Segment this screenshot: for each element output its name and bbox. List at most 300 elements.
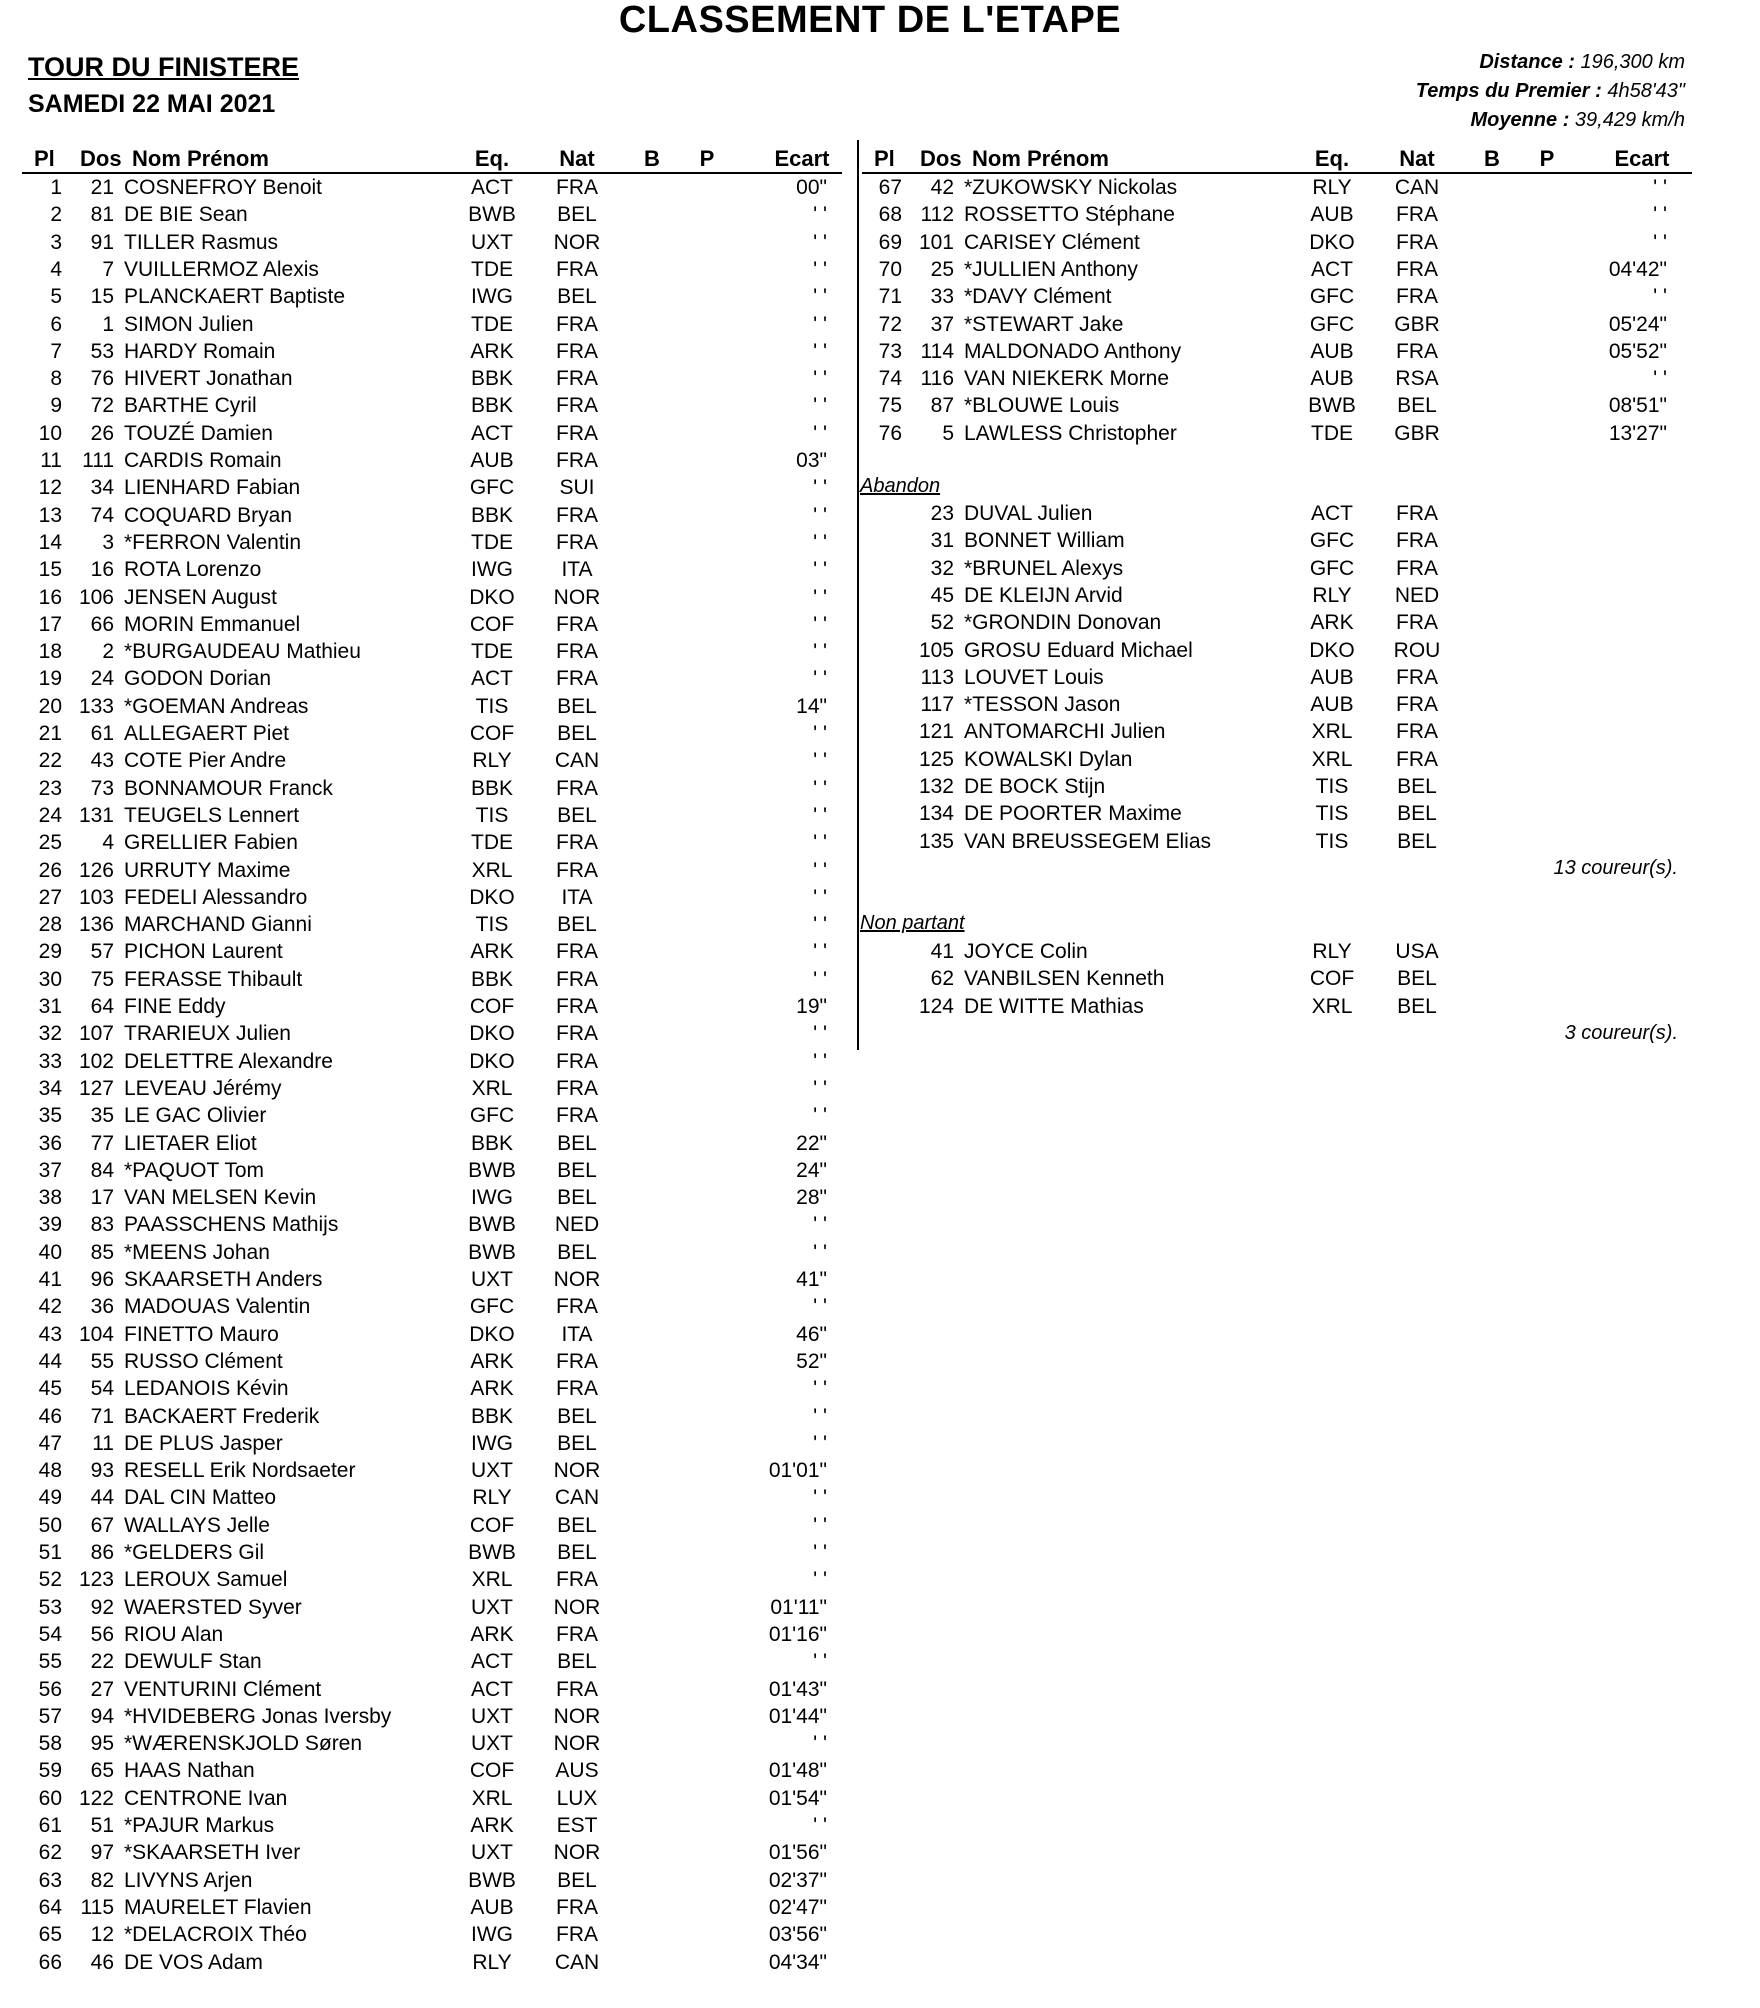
cell-ecart: 08'51" (1608, 394, 1667, 418)
cell-nat: RSA (1395, 367, 1439, 391)
cell-ecart: ' ' (1653, 367, 1667, 391)
result-row (22, 857, 852, 884)
cell-dos: 42 (930, 176, 954, 199)
cell-dos: 96 (90, 1268, 114, 1291)
cell-nom: BACKAERT Frederik (124, 1404, 320, 1428)
cell-eq: TIS (475, 803, 509, 827)
cell-dos: 1 (102, 312, 114, 336)
cell-dos: 92 (90, 1595, 114, 1619)
cell-nom: CARISEY Clément (964, 230, 1140, 254)
cell-dos: 67 (90, 1513, 114, 1537)
cell-dos: 87 (930, 394, 954, 418)
cell-eq: UXT (471, 1595, 513, 1619)
cell-eq: RLY (472, 749, 512, 773)
cell-eq: XRL (471, 1076, 513, 1100)
cell-eq: IWG (471, 1923, 513, 1947)
cell-nom: MADOUAS Valentin (124, 1295, 311, 1319)
cell-dos: 117 (920, 693, 954, 717)
cell-ecart: ' ' (813, 203, 827, 227)
cell-nom: *JULLIEN Anthony (964, 257, 1138, 281)
cell-dos: 131 (78, 803, 114, 827)
cell-dos: 124 (918, 994, 954, 1018)
cell-eq: ARK (470, 1814, 514, 1837)
cell-ecart: ' ' (813, 667, 827, 691)
cell-dos: 83 (90, 1213, 114, 1237)
cell-pl: 52 (38, 1568, 62, 1592)
result-row (22, 365, 852, 392)
cell-nom: COSNEFROY Benoit (124, 176, 323, 199)
cell-nom: VAN BREUSSEGEM Elias (964, 829, 1212, 853)
cell-ecart: 28" (796, 1186, 827, 1210)
header-ecart: Ecart (774, 146, 830, 171)
cell-dos: 76 (90, 367, 114, 391)
cell-nat: FRA (556, 1923, 598, 1947)
cell-ecart: ' ' (813, 1568, 827, 1592)
cell-nat: BEL (1397, 829, 1437, 853)
cell-nom: *GOEMAN Andreas (124, 694, 309, 718)
cell-nat: FRA (556, 367, 598, 391)
cell-nom: MALDONADO Anthony (964, 339, 1182, 363)
cell-nom: DE WITTE Mathias (964, 994, 1144, 1018)
result-row (22, 693, 852, 720)
result-row (22, 1867, 852, 1894)
cell-pl: 3 (50, 230, 62, 254)
cell-nom: MAURELET Flavien (124, 1895, 312, 1919)
cell-eq: UXT (471, 1459, 513, 1483)
cell-dos: 12 (90, 1923, 114, 1947)
cell-nat: FRA (556, 1895, 598, 1919)
cell-eq: UXT (471, 1268, 513, 1291)
header-nat: Nat (559, 146, 595, 171)
cell-nom: DE KLEIJN Arvid (964, 583, 1123, 607)
result-row (22, 1266, 852, 1293)
cell-eq: AUB (470, 1895, 514, 1919)
cell-eq: TDE (471, 312, 513, 336)
cell-nom: BONNET William (964, 529, 1125, 553)
cell-eq: UXT (471, 1732, 513, 1756)
cell-nat: NOR (553, 1268, 601, 1291)
cell-nom: *BRUNEL Alexys (964, 556, 1124, 580)
header-b: B (644, 146, 660, 171)
header-ecart: Ecart (1614, 146, 1670, 171)
cell-eq: BBK (470, 967, 514, 991)
result-row (22, 201, 852, 228)
abandon-row (862, 527, 1692, 554)
cell-eq: XRL (471, 1568, 513, 1592)
cell-nat: BEL (557, 1186, 597, 1210)
result-row (22, 1239, 852, 1266)
cell-pl: 70 (878, 257, 902, 281)
cell-dos: 64 (90, 995, 114, 1018)
cell-nat: BEL (557, 1650, 597, 1674)
cell-nom: *PAQUOT Tom (124, 1158, 265, 1182)
cell-dos: 101 (918, 230, 954, 254)
cell-nom: ROTA Lorenzo (124, 558, 262, 582)
cell-nat: BEL (1397, 775, 1437, 798)
cell-dos: 55 (90, 1349, 114, 1373)
cell-eq: TIS (1315, 775, 1349, 798)
cell-dos: 36 (90, 1295, 114, 1319)
cell-eq: IWG (471, 1431, 513, 1455)
cell-ecart: ' ' (813, 940, 827, 964)
cell-dos: 134 (918, 802, 954, 826)
cell-eq: COF (469, 1759, 515, 1783)
cell-pl: 57 (38, 1704, 62, 1728)
cell-nat: BEL (1397, 394, 1437, 418)
cell-pl: 73 (878, 339, 902, 363)
result-row (22, 993, 852, 1020)
cell-pl: 35 (38, 1104, 62, 1128)
cell-eq: BWB (468, 1541, 516, 1564)
cell-pl: 33 (38, 1049, 62, 1073)
cell-nom: HARDY Romain (124, 339, 276, 363)
cell-pl: 62 (38, 1841, 62, 1865)
cell-pl: 76 (878, 421, 902, 445)
cell-eq: ARK (470, 1377, 514, 1401)
cell-ecart: ' ' (813, 1295, 827, 1319)
cell-eq: BWB (468, 203, 516, 227)
cell-nat: FRA (556, 312, 598, 336)
cell-dos: 32 (930, 556, 954, 580)
cell-ecart: ' ' (813, 1377, 827, 1401)
cell-nat: ITA (561, 885, 593, 909)
result-row (862, 283, 1692, 310)
cell-ecart: ' ' (1653, 203, 1667, 227)
cell-dos: 7 (102, 257, 114, 281)
result-row (862, 174, 1692, 201)
cell-nat: FRA (556, 667, 598, 691)
cell-dos: 15 (90, 285, 114, 309)
cell-nat: NOR (553, 230, 601, 254)
cell-pl: 41 (38, 1268, 62, 1291)
abandon-count: 13 coureur(s). (1553, 857, 1678, 879)
cell-eq: BWB (468, 1213, 516, 1237)
cell-nom: *STEWART Jake (964, 312, 1124, 336)
cell-pl: 69 (878, 230, 902, 254)
moyenne-value: 39,429 km/h (1569, 109, 1685, 131)
cell-nat: FRA (1396, 257, 1438, 281)
cell-dos: 21 (90, 176, 114, 199)
cell-pl: 16 (38, 585, 62, 609)
cell-ecart: 01'16" (768, 1622, 827, 1646)
result-row (22, 1949, 852, 1976)
cell-nom: HIVERT Jonathan (124, 367, 293, 391)
abandon-row (862, 582, 1692, 609)
result-row (862, 311, 1692, 338)
cell-eq: DKO (1309, 638, 1355, 662)
cell-pl: 75 (878, 394, 902, 418)
cell-pl: 22 (38, 749, 62, 773)
cell-ecart: ' ' (813, 394, 827, 418)
cell-pl: 66 (38, 1950, 62, 1974)
cell-ecart: ' ' (813, 722, 827, 745)
abandon-row (862, 691, 1692, 718)
cell-eq: BBK (470, 367, 514, 391)
cell-eq: XRL (471, 858, 513, 882)
cell-eq: ARK (1310, 611, 1354, 635)
cell-dos: 65 (90, 1759, 114, 1783)
cell-nat: FRA (1396, 693, 1438, 717)
cell-nom: ROSSETTO Stéphane (964, 203, 1175, 227)
cell-ecart: 04'42" (1608, 257, 1667, 281)
cell-pl: 47 (38, 1431, 62, 1455)
cell-dos: 113 (920, 665, 954, 689)
cell-pl: 6 (50, 312, 62, 336)
cell-dos: 116 (920, 367, 954, 391)
cell-eq: XRL (471, 1786, 513, 1810)
cell-nat: BEL (557, 1868, 597, 1892)
cell-ecart: ' ' (813, 967, 827, 991)
cell-dos: 102 (78, 1049, 114, 1073)
cell-nat: BEL (557, 722, 597, 745)
cell-nom: *MEENS Johan (124, 1240, 270, 1264)
result-row (862, 365, 1692, 392)
cell-dos: 53 (90, 339, 114, 363)
cell-ecart: 01'43" (768, 1677, 827, 1701)
cell-nat: BEL (1397, 994, 1437, 1018)
cell-ecart: 04'34" (768, 1950, 827, 1974)
non_partant-label: Non partant (860, 912, 965, 934)
cell-nat: FRA (1396, 747, 1438, 771)
cell-pl: 34 (38, 1076, 62, 1100)
cell-nom: LIENHARD Fabian (124, 476, 301, 500)
abandon-label: Abandon (860, 475, 941, 497)
cell-dos: 2 (102, 640, 114, 664)
cell-nom: *HVIDEBERG Jonas Iversby (124, 1704, 392, 1728)
cell-pl: 1 (50, 176, 62, 199)
cell-pl: 60 (38, 1786, 62, 1810)
cell-eq: IWG (471, 285, 513, 309)
result-row (22, 911, 852, 938)
cell-nat: BEL (557, 694, 597, 718)
cell-eq: BWB (468, 1868, 516, 1892)
cell-eq: GFC (469, 476, 515, 500)
cell-ecart: 01'01" (768, 1459, 827, 1483)
cell-pl: 39 (38, 1213, 62, 1237)
cell-eq: ARK (470, 1349, 514, 1373)
cell-dos: 97 (90, 1841, 114, 1865)
cell-dos: 25 (930, 257, 954, 281)
cell-eq: GFC (469, 1295, 515, 1319)
cell-nat: FRA (1396, 285, 1438, 309)
cell-ecart: ' ' (813, 1104, 827, 1128)
cell-pl: 11 (40, 449, 62, 472)
cell-dos: 33 (930, 285, 954, 309)
result-row (22, 611, 852, 638)
cell-dos: 57 (90, 940, 114, 964)
cell-eq: BWB (468, 1240, 516, 1264)
cell-eq: BBK (470, 776, 514, 800)
header-nom: Nom Prénom (972, 146, 1109, 171)
cell-ecart: ' ' (813, 1486, 827, 1510)
cell-dos: 122 (78, 1786, 114, 1810)
cell-nom: VANBILSEN Kenneth (964, 967, 1165, 991)
cell-pl: 45 (38, 1377, 62, 1401)
result-row (22, 884, 852, 911)
cell-ecart: 05'24" (1608, 312, 1667, 336)
cell-pl: 44 (38, 1349, 62, 1373)
cell-ecart: ' ' (813, 1076, 827, 1100)
cell-nom: FINE Eddy (124, 995, 226, 1018)
cell-nom: DUVAL Julien (964, 502, 1093, 525)
cell-ecart: 14" (796, 694, 827, 718)
cell-nom: DE PLUS Jasper (124, 1431, 283, 1455)
cell-ecart: ' ' (813, 285, 827, 309)
result-row (22, 1621, 852, 1648)
cell-eq: GFC (469, 1104, 515, 1128)
abandon-row (862, 609, 1692, 636)
cell-nat: FRA (556, 1349, 598, 1373)
cell-eq: DKO (469, 885, 515, 909)
cell-eq: TDE (471, 831, 513, 855)
cell-nom: *GELDERS Gil (124, 1541, 265, 1564)
cell-nom: *BLOUWE Louis (964, 394, 1120, 418)
result-row (862, 338, 1692, 365)
cell-ecart: 01'48" (768, 1759, 827, 1783)
cell-nat: AUS (555, 1759, 599, 1783)
cell-dos: 132 (918, 775, 954, 798)
cell-nom: FERASSE Thibault (124, 967, 303, 991)
result-row (22, 966, 852, 993)
cell-pl: 46 (38, 1404, 62, 1428)
cell-dos: 51 (90, 1814, 114, 1837)
cell-nom: GRELLIER Fabien (124, 831, 298, 855)
cell-nat: NOR (553, 1459, 601, 1483)
cell-ecart: 01'11" (770, 1595, 827, 1619)
cell-ecart: ' ' (813, 749, 827, 773)
cell-pl: 24 (38, 803, 62, 827)
cell-ecart: ' ' (813, 1431, 827, 1455)
cell-nat: FRA (556, 612, 598, 636)
non_partant-row (862, 965, 1692, 992)
cell-nat: CAN (554, 1950, 600, 1974)
cell-eq: AUB (1310, 693, 1354, 717)
cell-nat: NED (1394, 583, 1440, 607)
cell-nat: SUI (559, 476, 595, 500)
cell-dos: 81 (90, 203, 114, 227)
cell-ecart: ' ' (813, 858, 827, 882)
cell-nat: GBR (1394, 421, 1440, 445)
cell-nom: RIOU Alan (124, 1622, 224, 1646)
cell-dos: 85 (90, 1240, 114, 1264)
cell-ecart: ' ' (813, 1049, 827, 1073)
cell-nom: JENSEN August (124, 585, 277, 609)
result-row (22, 1676, 852, 1703)
cell-nom: *WÆRENSKJOLD Søren (124, 1732, 363, 1756)
cell-nom: VENTURINI Clément (124, 1677, 322, 1701)
cell-dos: 91 (90, 230, 114, 254)
header-p: P (699, 146, 715, 171)
cell-nom: LE GAC Olivier (124, 1104, 267, 1128)
cell-dos: 95 (90, 1732, 114, 1756)
cell-nat: BEL (557, 285, 597, 309)
cell-eq: COF (469, 612, 515, 636)
cell-nom: GROSU Eduard Michael (964, 638, 1193, 662)
cell-nom: COTE Pier Andre (124, 749, 287, 773)
cell-eq: DKO (1309, 230, 1355, 254)
cell-eq: IWG (471, 1186, 513, 1210)
non_partant-count: 3 coureur(s). (1564, 1022, 1678, 1044)
cell-ecart: ' ' (1653, 285, 1667, 309)
cell-pl: 19 (38, 667, 62, 691)
header-nom: Nom Prénom (132, 146, 269, 171)
cell-dos: 22 (90, 1650, 114, 1674)
result-row (22, 1839, 852, 1866)
cell-nom: SKAARSETH Anders (124, 1268, 323, 1291)
cell-dos: 41 (930, 940, 954, 963)
cell-ecart: 01'44" (768, 1704, 827, 1728)
result-row (22, 1512, 852, 1539)
result-row (22, 529, 852, 556)
cell-eq: BWB (1308, 394, 1356, 418)
result-row (22, 1048, 852, 1075)
abandon-row (862, 637, 1692, 664)
result-row (862, 420, 1692, 447)
distance-value: 196,300 km (1574, 51, 1685, 73)
cell-nom: KOWALSKI Dylan (964, 747, 1133, 771)
cell-pl: 56 (38, 1677, 62, 1701)
header-pl: Pl (34, 146, 55, 171)
cell-pl: 55 (38, 1650, 62, 1674)
result-row (22, 1293, 852, 1320)
cell-eq: RLY (1312, 583, 1352, 607)
cell-eq: ACT (1311, 502, 1353, 525)
cell-dos: 45 (930, 583, 954, 607)
cell-nom: CENTRONE Ivan (124, 1786, 288, 1810)
cell-eq: DKO (469, 1322, 515, 1346)
column-header-left (22, 145, 852, 172)
cell-nom: *BURGAUDEAU Mathieu (124, 640, 361, 664)
cell-eq: AUB (1310, 665, 1354, 689)
column-divider (857, 140, 859, 1050)
cell-dos: 127 (78, 1076, 114, 1100)
cell-nom: *DAVY Clément (964, 285, 1112, 309)
cell-eq: GFC (1309, 312, 1355, 336)
cell-eq: UXT (471, 230, 513, 254)
cell-dos: 136 (78, 913, 114, 937)
cell-ecart: 19" (796, 995, 827, 1018)
cell-pl: 30 (38, 967, 62, 991)
cell-nom: GODON Dorian (124, 667, 272, 691)
result-row (22, 584, 852, 611)
non_partant-row (862, 938, 1692, 965)
cell-eq: XRL (1311, 747, 1353, 771)
result-row (22, 1457, 852, 1484)
cell-pl: 9 (50, 394, 62, 418)
cell-ecart: ' ' (813, 257, 827, 281)
cell-nat: FRA (556, 995, 598, 1018)
cell-ecart: ' ' (813, 1541, 827, 1564)
cell-dos: 94 (90, 1704, 114, 1728)
cell-dos: 44 (90, 1486, 114, 1510)
cell-nat: FRA (1396, 230, 1438, 254)
cell-nat: FRA (556, 776, 598, 800)
cell-eq: ACT (471, 176, 513, 199)
cell-nom: TILLER Rasmus (124, 230, 279, 254)
cell-dos: 77 (90, 1131, 114, 1155)
cell-eq: RLY (1312, 176, 1352, 199)
result-row (22, 1430, 852, 1457)
cell-ecart: ' ' (813, 421, 827, 445)
result-row (22, 1102, 852, 1129)
cell-ecart: ' ' (813, 1240, 827, 1264)
cell-nat: BEL (1397, 802, 1437, 826)
cell-eq: BBK (470, 1404, 514, 1428)
cell-nat: NOR (553, 1595, 601, 1619)
cell-nom: ANTOMARCHI Julien (964, 720, 1166, 744)
header-pl: Pl (874, 146, 895, 171)
cell-pl: 13 (38, 503, 62, 527)
